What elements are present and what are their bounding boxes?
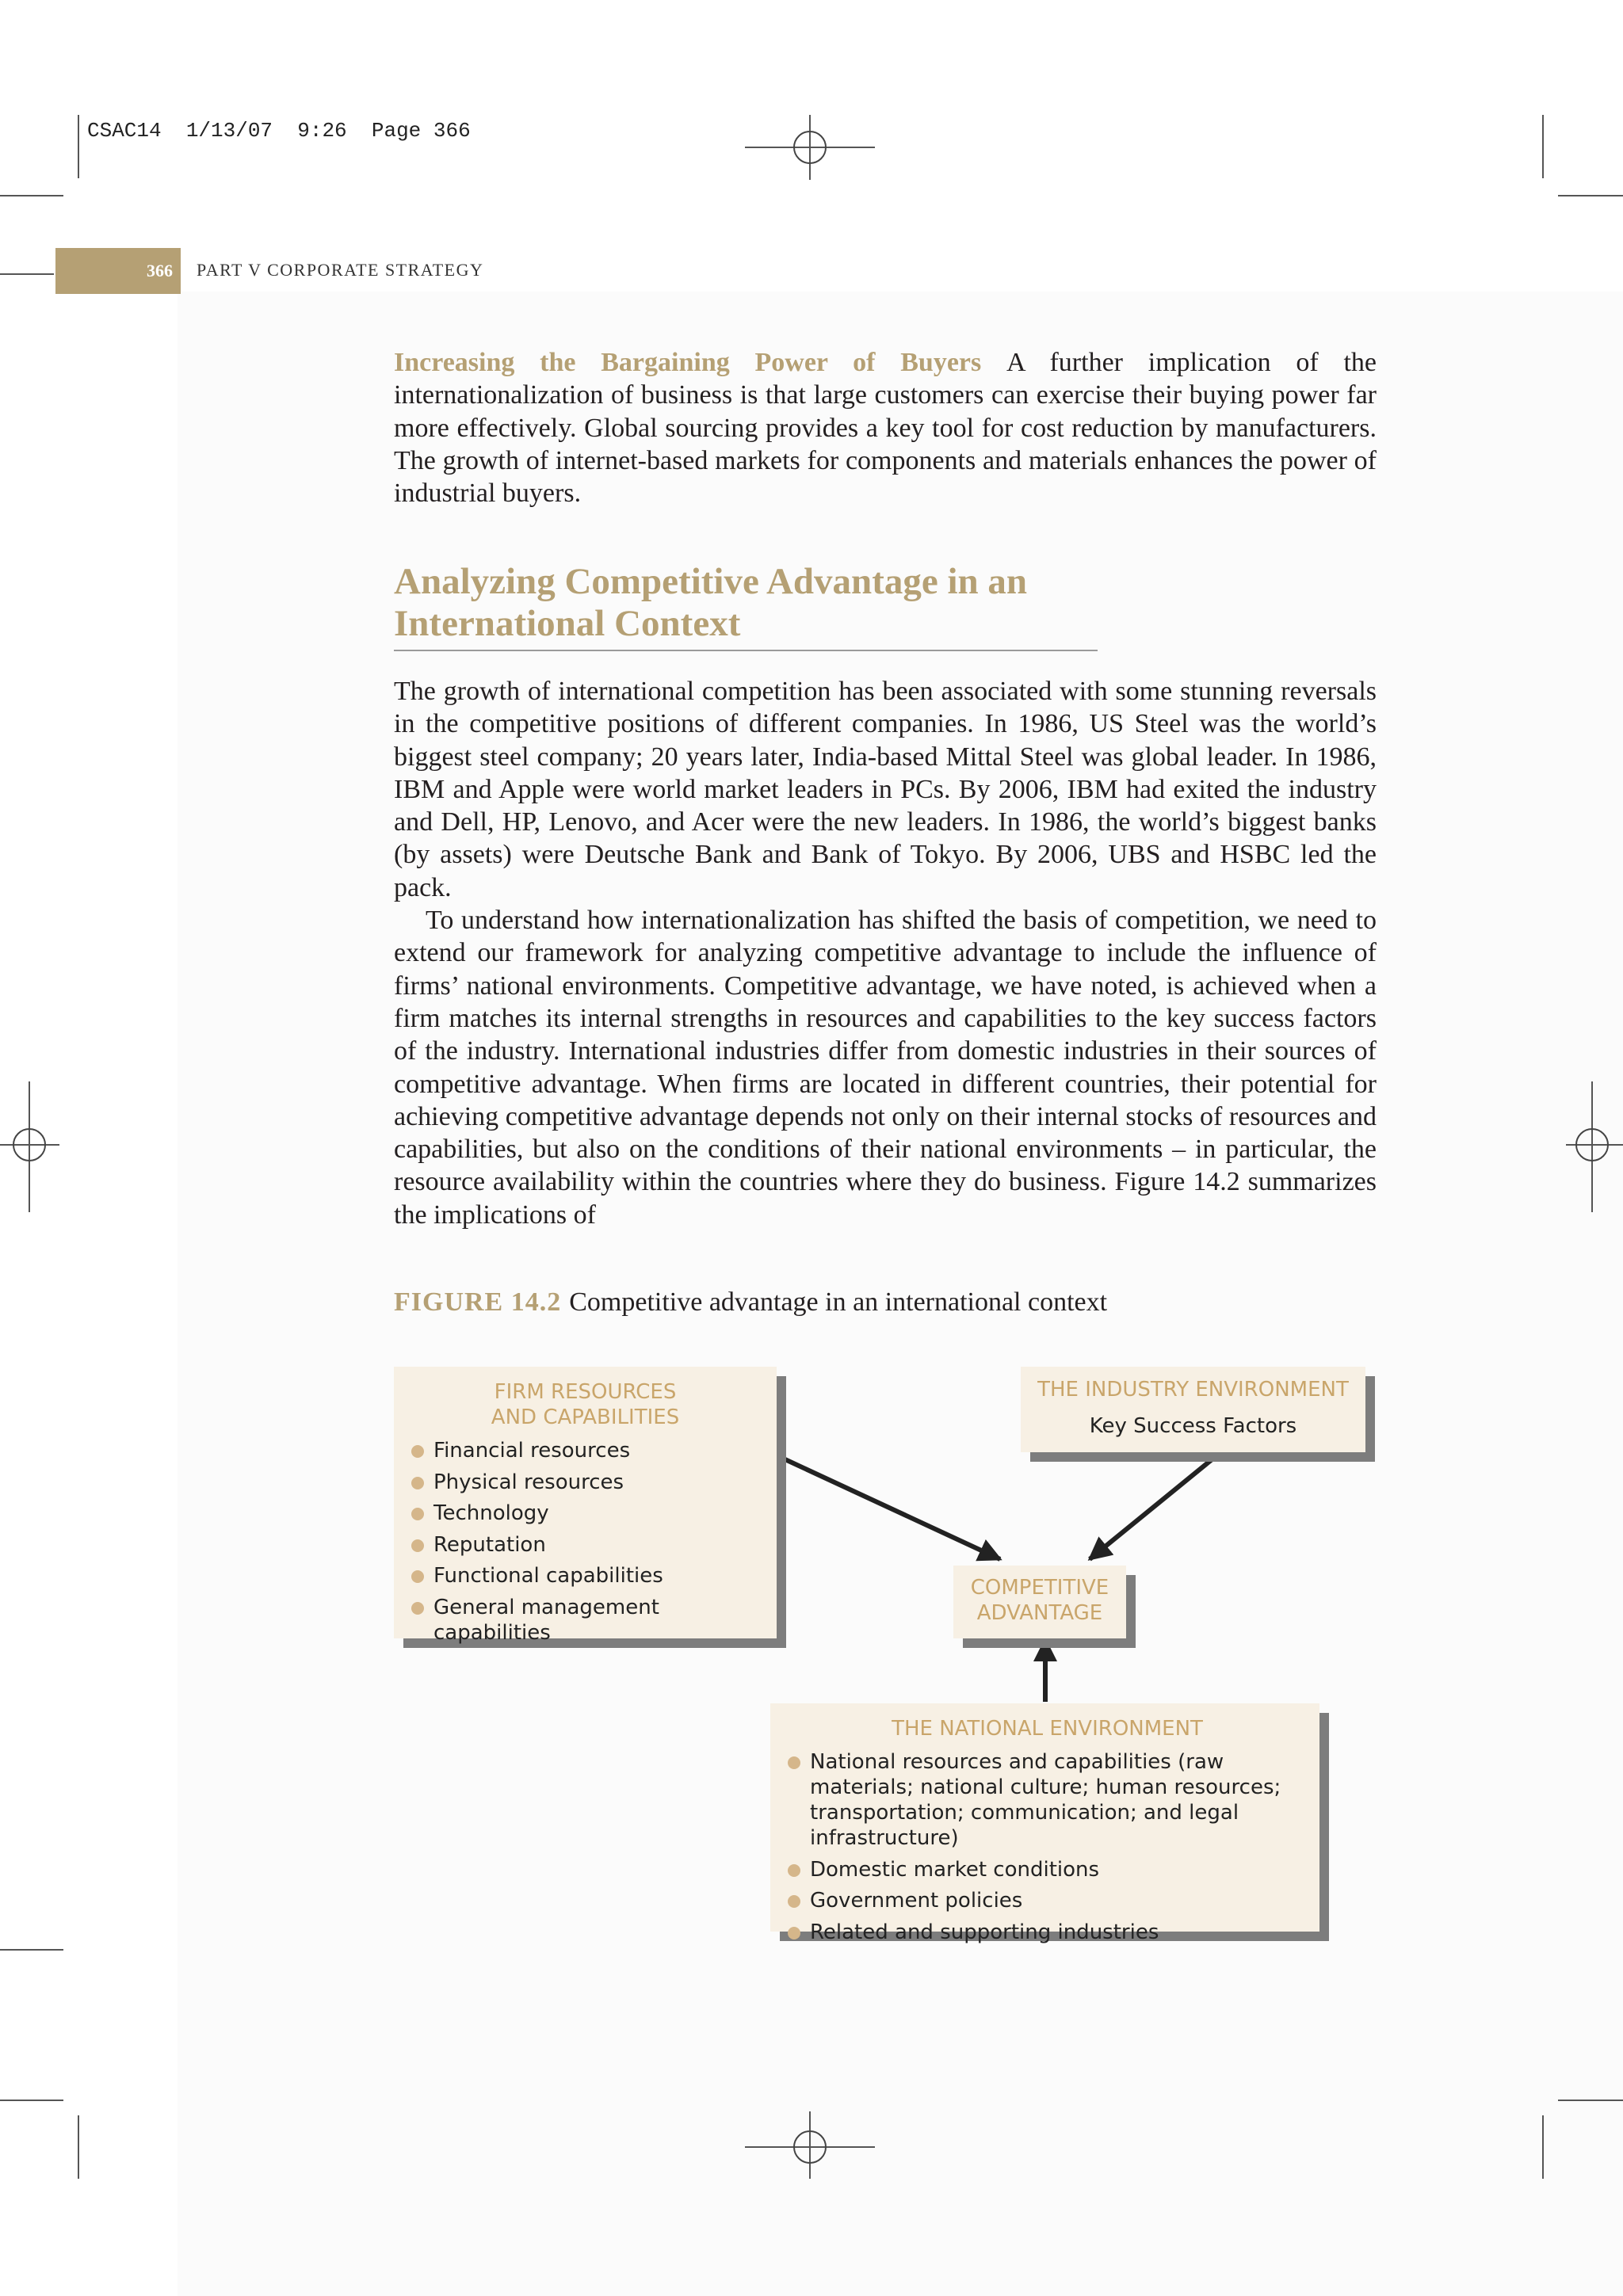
list-item xyxy=(788,1749,1307,1851)
section-heading-line1: Analyzing Competitive Advantage in an xyxy=(394,561,1028,602)
running-head: PART V CORPORATE STRATEGY xyxy=(197,260,484,280)
section-heading xyxy=(394,561,1098,651)
page-number: 366 xyxy=(55,248,181,294)
buyers-paragraph xyxy=(394,346,1377,509)
national-environment-list xyxy=(788,1749,1307,1945)
list-item xyxy=(411,1470,777,1495)
list-item-text: Related and supporting industries xyxy=(810,1920,1159,1944)
section-heading-line2: International Context xyxy=(394,603,741,644)
registration-mark xyxy=(793,131,827,164)
competitive-advantage-line2: ADVANTAGE xyxy=(976,1601,1103,1625)
list-item-text: Physical resources xyxy=(433,1470,624,1494)
list-item-text: Reputation xyxy=(433,1532,546,1557)
bullet-icon xyxy=(411,1508,424,1520)
registration-mark xyxy=(13,1128,46,1161)
print-slug: CSAC14 1/13/07 9:26 Page 366 xyxy=(87,119,471,143)
bullet-icon xyxy=(788,1864,800,1877)
firm-resources-title-line1: FIRM RESOURCES xyxy=(494,1380,677,1404)
buyers-heading: Increasing the Bargaining Power of Buyers xyxy=(394,348,982,377)
buyers-text: A further implication of the internationalization of business is that large customers can exercise their buying power far more effectively. Global sourcing provides a key tool for cost reduction by manufacturers. The growth of internet-based markets for components and materials enhances the power of industrial buyers. xyxy=(394,348,1377,509)
industry-environment-subtitle: Key Success Factors xyxy=(1089,1414,1297,1438)
crop-mark xyxy=(1558,195,1623,196)
list-item-text: Functional capabilities xyxy=(433,1564,663,1588)
list-item xyxy=(411,1563,777,1589)
crop-mark xyxy=(78,115,79,178)
list-item-text: Domestic market conditions xyxy=(810,1857,1100,1882)
list-item-text: Financial resources xyxy=(433,1439,631,1463)
bullet-icon xyxy=(411,1570,424,1583)
list-item-text: General management capabilities xyxy=(433,1595,659,1645)
national-environment-title: THE NATIONAL ENVIRONMENT xyxy=(892,1717,1203,1741)
body-text xyxy=(394,675,1377,1231)
crop-mark xyxy=(1542,115,1544,178)
crop-mark xyxy=(1558,2100,1623,2101)
firm-resources-box xyxy=(394,1367,777,1645)
crop-mark xyxy=(1542,2115,1544,2179)
registration-mark xyxy=(1575,1128,1609,1161)
firm-resources-title xyxy=(411,1379,759,1430)
list-item xyxy=(411,1438,777,1463)
bullet-icon xyxy=(788,1927,800,1939)
competitive-advantage-box xyxy=(953,1566,1126,1638)
bullet-icon xyxy=(411,1477,424,1489)
list-item-text: Technology xyxy=(433,1501,549,1525)
list-item xyxy=(788,1920,1307,1945)
list-item-text: National resources and capabilities (raw materials; national culture; human resources; transportation; communication; and legal infrastructure) xyxy=(810,1750,1281,1850)
crop-mark xyxy=(0,273,54,275)
list-item xyxy=(788,1857,1307,1882)
paragraph-1: The growth of international competition has been associated with some stunning reversals in the competitive positions of different companies. In 1986, US Steel was the world’s biggest steel company; 20 years later, India-based Mittal Steel was global leader. In 1986, IBM and Apple were world market leaders in PCs. By 2006, IBM had exited the industry and Dell, HP, Lenovo, and Acer were the new leaders. In 1986, the world’s biggest banks (by assets) were Deutsche Bank and Bank of Tokyo. By 2006, UBS and HSBC led the pack. xyxy=(394,677,1377,902)
crop-mark xyxy=(78,2115,79,2179)
list-item xyxy=(788,1888,1307,1913)
figure-label: FIGURE 14.2 xyxy=(394,1287,562,1317)
crop-mark xyxy=(0,1949,63,1951)
figure-caption-text: Competitive advantage in an international context xyxy=(569,1287,1108,1317)
competitive-advantage-title xyxy=(953,1575,1126,1626)
figure-caption xyxy=(394,1287,1107,1318)
bullet-icon xyxy=(411,1602,424,1615)
registration-mark xyxy=(793,2130,827,2164)
list-item xyxy=(411,1532,777,1558)
crop-mark xyxy=(0,2100,63,2101)
industry-environment-box xyxy=(1021,1367,1365,1452)
list-item xyxy=(411,1501,777,1526)
paragraph-2: To understand how internationalization has shifted the basis of competition, we need to extend our framework for analyzing competitive advantage to include the influence of firms’ national environments. Competitive advantage, we have noted, is achieved when a firm matches its internal strengths in resources and capabilities to the key success factors of the industry. International industries differ from domestic industries in their sources of competitive advantage. When firms are located in different countries, their potential for achieving competitive advantage depends not only on their internal stocks of resources and capabilities, but also on the conditions of their national environments – in particular, the resource availability within the countries where they do business. Figure 14.2 summarizes the implications of xyxy=(394,906,1377,1230)
bullet-icon xyxy=(411,1445,424,1458)
bullet-icon xyxy=(411,1539,424,1552)
firm-resources-list xyxy=(411,1438,777,1646)
firm-resources-title-line2: AND CAPABILITIES xyxy=(491,1405,680,1429)
competitive-advantage-line1: COMPETITIVE xyxy=(970,1576,1109,1600)
list-item xyxy=(411,1595,777,1646)
list-item-text: Government policies xyxy=(810,1889,1023,1913)
crop-mark xyxy=(0,195,63,196)
bullet-icon xyxy=(788,1895,800,1908)
national-environment-box xyxy=(770,1703,1319,1944)
bullet-icon xyxy=(788,1756,800,1769)
industry-environment-title: THE INDUSTRY ENVIRONMENT xyxy=(1037,1378,1349,1402)
